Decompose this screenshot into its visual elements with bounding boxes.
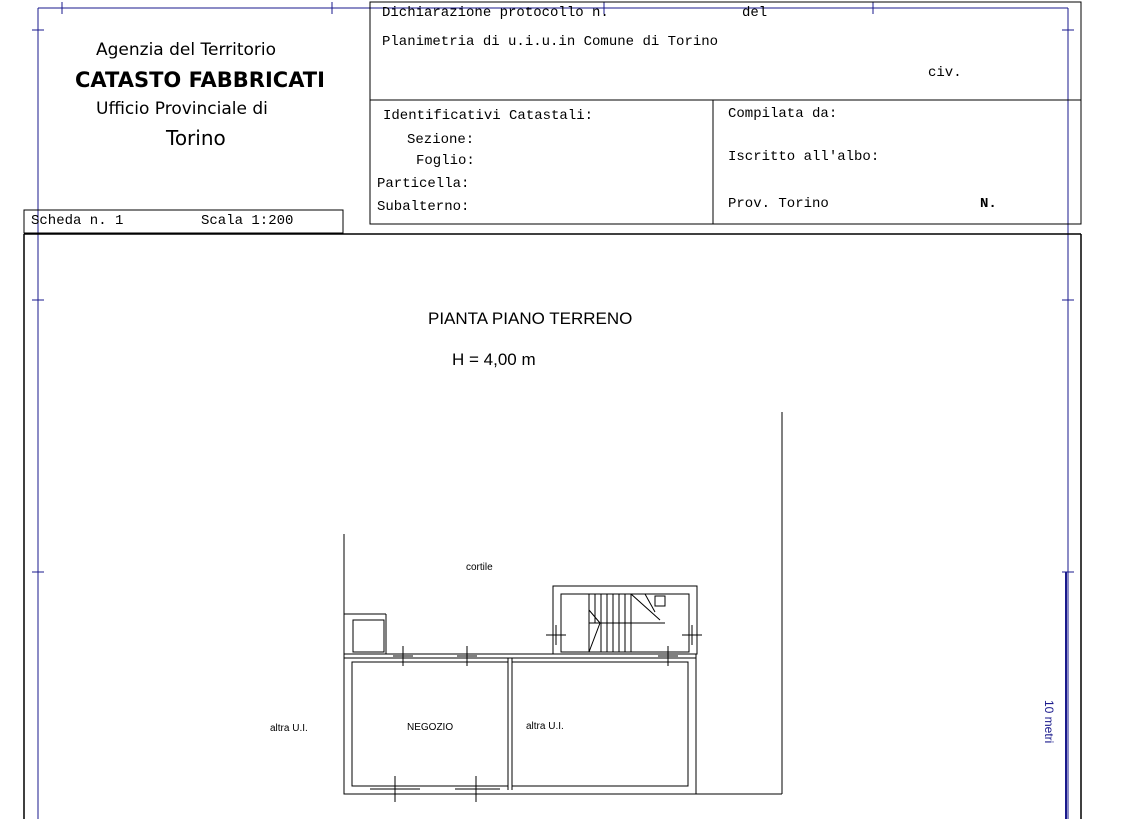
negozio-label: NEGOZIO [407,722,454,733]
plan-title: PIANTA PIANO TERRENO [428,309,633,328]
numero-label: N. [980,196,997,212]
iscritto-label: Iscritto all'albo: [728,149,880,165]
foglio-label: Foglio: [416,153,475,169]
identificativi-label: Identificativi Catastali: [383,108,594,124]
ufficio-label: Ufficio Provinciale di [96,99,268,119]
dichiarazione-label: Dichiarazione protocollo n. [382,5,609,21]
catasto-title: CATASTO FABBRICATI [75,68,325,92]
subalterno-label: Subalterno: [377,199,470,215]
del-label: del [742,5,768,21]
particella-label: Particella: [377,176,470,192]
compilata-label: Compilata da: [728,106,838,122]
altra-ui-right-label: altra U.I. [526,721,564,732]
prov-label: Prov. Torino [728,196,829,212]
scheda-label: Scheda n. 1 [31,213,124,229]
planimetria-label: Planimetria di u.i.u.in Comune di Torino [382,34,719,50]
scale-bar-label: 10 metri [1042,700,1056,744]
cortile-label: cortile [466,562,493,573]
scala-label: Scala 1:200 [201,213,294,229]
civ-label: civ. [928,65,962,81]
city-name: Torino [166,126,226,150]
sezione-label: Sezione: [407,132,475,148]
agency-name: Agenzia del Territorio [96,40,277,60]
altra-ui-left-label: altra U.I. [270,723,308,734]
plan-height: H = 4,00 m [452,350,536,369]
